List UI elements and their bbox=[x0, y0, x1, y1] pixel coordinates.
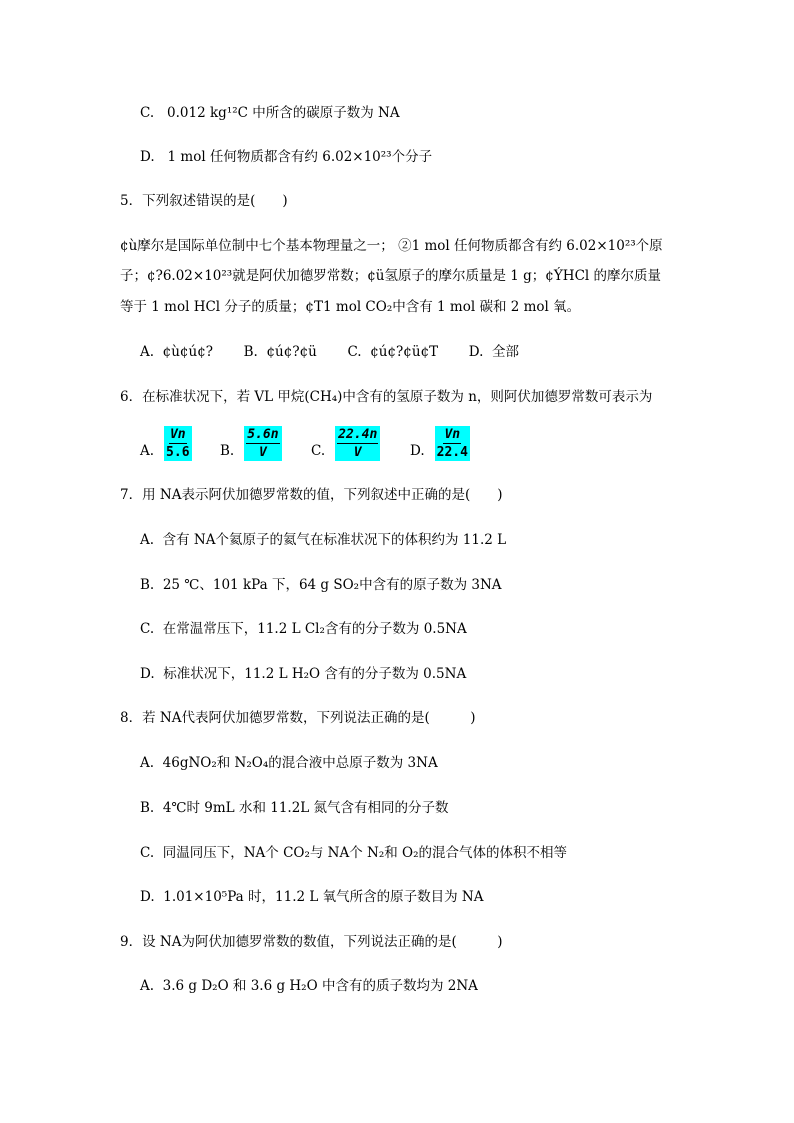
q8-option-b: B. 4℃时 9mL 水和 11.2L 氮气含有相同的分子数 bbox=[140, 800, 449, 816]
option-text: 0.012 kg¹²C 中所含的碳原子数为 NA bbox=[167, 105, 400, 121]
q7-option-d: D. 标准状况下，11.2 L H₂O 含有的分子数为 0.5NA bbox=[140, 666, 467, 682]
q9-stem: 9．设 NA为阿伏加德罗常数的数值，下列说法正确的是( ) bbox=[120, 934, 503, 950]
q6-option-c bbox=[311, 426, 380, 461]
q8-option-a: A. 46gNO₂和 N₂O₄的混合液中总原子数为 3NA bbox=[140, 755, 438, 771]
q8-option-d: D. 1.01×10⁵Pa 时，11.2 L 氧气所含的原子数目为 NA bbox=[140, 889, 484, 905]
option-label: D. bbox=[140, 149, 155, 165]
q6-option-a bbox=[140, 426, 192, 461]
q5-option-d: D. 全部 bbox=[468, 344, 520, 360]
option-label: C. bbox=[140, 105, 155, 121]
q8-stem: 8．若 NA代表阿伏加德罗常数，下列说法正确的是( ) bbox=[120, 710, 476, 726]
q5-option-b: B. ¢ú¢?¢ü bbox=[243, 344, 317, 360]
option-label: C. bbox=[311, 442, 326, 459]
q5-option-c: C. ¢ú¢?¢ü¢T bbox=[347, 344, 439, 360]
q9-option-a: A. 3.6 g D₂O 和 3.6 g H₂O 中含有的质子数均为 2NA bbox=[140, 978, 478, 994]
q5-statement-line-3: 等于 1 mol HCl 分子的质量；¢T1 mol CO₂中含有 1 mol 碳和 2 mol 氧。 bbox=[120, 299, 581, 315]
option-label: D. bbox=[410, 442, 425, 459]
option-text: 1 mol 任何物质都含有约 6.02×10²³个分子 bbox=[167, 149, 433, 165]
q6-option-b bbox=[220, 426, 282, 461]
q5-statement-line-2: 子；¢?6.02×10²³就是阿伏加德罗常数；¢ü氢原子的摩尔质量是 1 g；¢ÝHCl 的摩尔质量 bbox=[120, 268, 662, 284]
option-label: B. bbox=[220, 442, 235, 459]
q5-statement-line-1: ¢ù摩尔是国际单位制中七个基本物理量之一； ②1 mol 任何物质都含有约 6.02×10²³个原 bbox=[120, 238, 663, 254]
fraction: $\frac{Vn}{22.4}$ bbox=[436, 427, 468, 460]
q5-stem: 5．下列叙述错误的是( ) bbox=[120, 193, 288, 209]
fraction: $\frac{5.6n}{V}$ bbox=[244, 426, 281, 461]
q7-option-a: A. 含有 NA个氦原子的氦气在标准状况下的体积约为 11.2 L bbox=[140, 532, 507, 548]
q4-option-c bbox=[140, 103, 400, 123]
option-label: A. bbox=[140, 442, 155, 459]
q5-option-a: A. ¢ù¢ú¢? bbox=[140, 344, 214, 360]
q7-stem: 7．用 NA表示阿伏加德罗常数的值，下列叙述中正确的是( ) bbox=[120, 487, 503, 503]
q7-option-c: C. 在常温常压下，11.2 L Cl₂含有的分子数为 0.5NA bbox=[140, 621, 467, 637]
fraction: $\frac{Vn}{5.6}$ bbox=[166, 427, 190, 460]
q8-option-c: C. 同温同压下，NA个 CO₂与 NA个 N₂和 O₂的混合气体的体积不相等 bbox=[140, 845, 568, 861]
q7-option-b: B. 25 ℃、101 kPa 下，64 g SO₂中含有的原子数为 3NA bbox=[140, 577, 502, 593]
q6-stem: 6．在标准状况下，若 VL 甲烷(CH₄)中含有的氢原子数为 n，则阿伏加德罗常数可表示为 bbox=[120, 389, 653, 405]
fraction: $\frac{22.4n}{V}$ bbox=[335, 426, 380, 461]
q5-options bbox=[140, 342, 519, 362]
q4-option-d bbox=[140, 147, 432, 167]
q6-option-d bbox=[410, 426, 470, 461]
